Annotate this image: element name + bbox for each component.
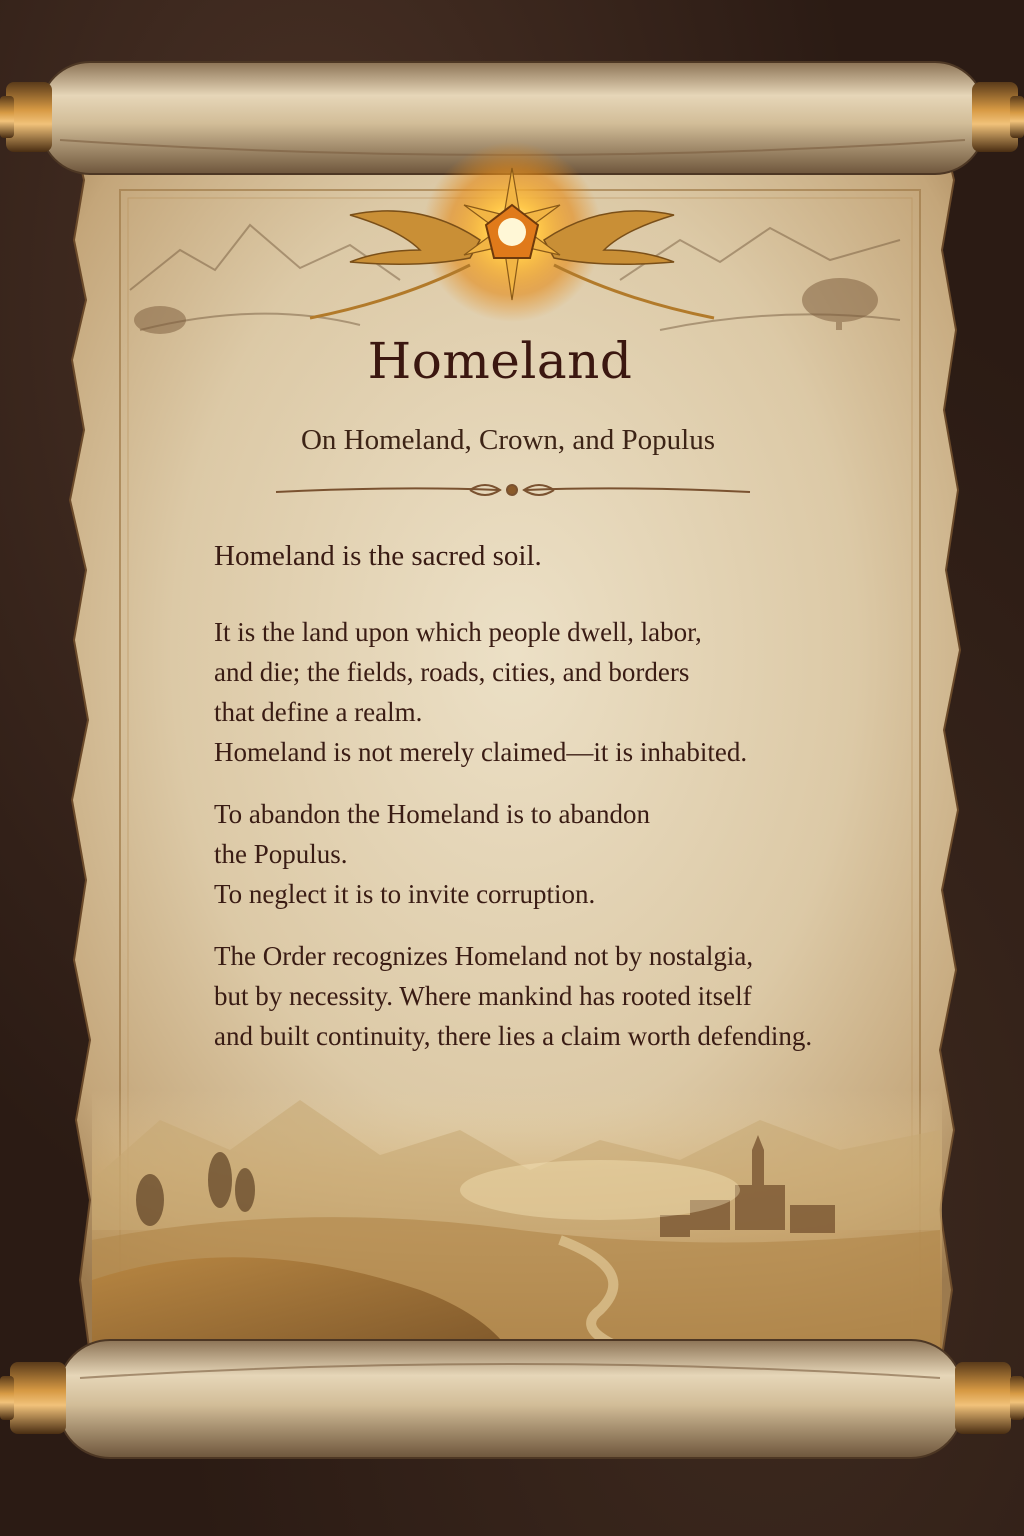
lead-sentence: Homeland is the sacred soil. <box>214 540 542 572</box>
top-left-knob <box>0 82 52 152</box>
paragraph-line: and built continuity, there lies a claim worth defending. <box>214 1021 813 1051</box>
page-subtitle: On Homeland, Crown, and Populus <box>300 424 716 456</box>
paragraph-line: that define a realm. <box>214 697 423 727</box>
scroll-body <box>214 536 904 1078</box>
paragraph-line: but by necessity. Where mankind has rooted itself <box>214 981 752 1011</box>
paragraph-abandon <box>214 794 904 914</box>
paragraph-line: To abandon the Homeland is to abandon <box>214 799 651 829</box>
paragraph-homeland <box>214 612 904 772</box>
paragraph-line: Homeland is not merely claimed—it is inhabited. <box>214 737 748 767</box>
paragraph-line: To neglect it is to invite corruption. <box>214 879 596 909</box>
page-title: Homeland <box>367 332 633 390</box>
paragraph-line: the Populus. <box>214 839 348 869</box>
paragraph-line: It is the land upon which people dwell, labor, <box>214 617 702 647</box>
paragraph-line: The Order recognizes Homeland not by nostalgia, <box>214 941 754 971</box>
paragraph-order <box>214 936 904 1056</box>
paragraph-line: and die; the fields, roads, cities, and borders <box>214 657 690 687</box>
